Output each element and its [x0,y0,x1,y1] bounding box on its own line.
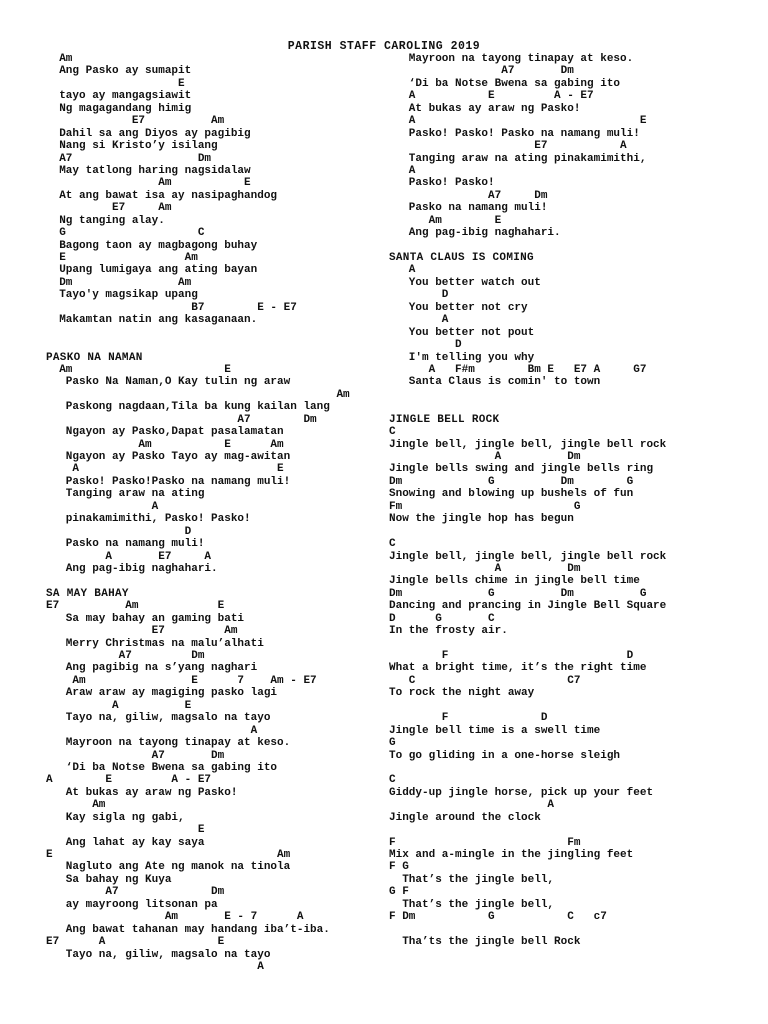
lyric-line: A [389,164,416,177]
lyric-line: F Dm G C c7 [389,911,607,924]
lyric-line: A [46,500,159,513]
lyric-line: A E A - E7 [46,774,212,787]
lyric-line: E Am [46,849,291,861]
lyric-line: Ang pag-ibig naghahari. [46,562,218,575]
lyric-line: A E [46,463,284,476]
lyric-line: pinakamimithi, Pasko! Pasko! [46,513,251,526]
lyric-line: Dm G Dm G [389,475,634,488]
right-column [389,53,719,949]
lyric-line [389,700,719,712]
lyric-line: Ang pagibig na s’yang naghari [46,662,258,675]
lyric-line: A7 Dm [46,749,225,762]
lyric-line: Tayo na, giliw, magsalo na tayo [46,948,271,961]
song-santa-claus-is-coming [389,252,719,389]
lyric-line: You better watch out [389,276,541,289]
lyric-line: A E7 A [46,550,212,563]
lyric-line: A [389,799,555,812]
lyric-line: Ngayon ay Pasko Tayo ay mag-awitan [46,451,291,463]
lyric-line: Pasko na namang muli! [389,202,548,215]
lyric-line: Ngayon ay Pasko,Dapat pasalamatan [46,426,284,439]
lyric-line: Ang lahat ay kay saya [46,836,205,849]
song-heading: SANTA CLAUS IS COMING [389,252,534,264]
lyric-line: tayo ay mangagsiawit [46,90,192,103]
lyric-line: Ang Pasko ay sumapit [46,65,192,78]
lyric-line: E7 Am [46,115,225,128]
lyric-line: A7 Dm [389,189,548,202]
lyric-line [389,638,719,650]
lyric-line: Sa bahay ng Kuya [46,873,172,886]
lyric-line: Jingle bell time is a swell time [389,724,601,737]
lyric-line [389,924,719,936]
lyric-line: Araw araw ay magiging pasko lagi [46,687,278,700]
lyric-line: Pasko na namang muli! [46,538,205,551]
song-heading: SA MAY BAHAY [46,587,129,600]
lyric-line: Snowing and blowing up bushels of fun [389,488,634,501]
lyric-line: F D [389,650,634,662]
lyric-line: Tha’ts the jingle bell Rock [389,936,581,949]
spacer [389,389,719,401]
spacer [46,575,376,587]
lyric-line: E [46,77,185,90]
lyric-line: Pasko! Pasko!Pasko na namang muli! [46,475,291,488]
lyric-line: Tayo na, giliw, magsalo na tayo [46,712,271,725]
lyric-line: Jingle bells swing and jingle bells ring [389,463,654,476]
song-ang-pasko-ay-sumapit [46,53,376,327]
lyric-line: E Am [46,252,198,264]
lyric-line: That’s the jingle bell, [389,873,555,886]
lyric-line: Fm G [389,500,581,513]
lyric-line [389,824,719,836]
lyric-line: You better not cry [389,301,528,314]
song-heading: JINGLE BELL ROCK [389,413,500,426]
document-title: PARISH STAFF CAROLING 2019 [287,40,481,53]
lyric-line: You better not pout [389,326,535,339]
lyric-line: May tatlong haring nagsidalaw [46,164,251,177]
lyric-line: F Fm [389,836,581,849]
lyric-line: A E [46,699,192,712]
lyric-line: ay mayroong litsonan pa [46,898,218,911]
lyric-line: Jingle bell, jingle bell, jingle bell rock [389,438,667,451]
lyric-line: E7 Am [46,625,238,638]
lyric-line: A7 Dm [46,886,225,899]
lyric-line: E7 A E [46,936,225,949]
lyric-line: Am [46,799,106,812]
lyric-line: Nang si Kristo’y isilang [46,140,218,153]
lyric-line: Santa Claus is comin' to town [389,376,601,389]
lyric-line: Dm Am [46,276,192,289]
lyric-line: Giddy-up jingle horse, pick up your feet [389,786,654,799]
lyric-line: A7 Dm [46,650,205,662]
lyric-line: G C [46,227,205,240]
lyric-line: Dm G Dm G [389,587,647,600]
lyric-line: Dahil sa ang Diyos ay pagibig [46,127,251,140]
lyric-line: Am E [46,177,251,190]
lyric-line: Ang pag-ibig naghahari. [389,227,561,240]
lyric-line: At bukas ay araw ng Pasko! [46,786,238,799]
spacer [389,240,719,252]
left-column [46,53,376,973]
spacer [46,339,376,351]
lyric-line: G F [389,886,409,899]
lyric-line: Makamtan natin ang kasaganaan. [46,314,258,327]
lyric-line: Sa may bahay an gaming bati [46,612,245,625]
lyric-line: A [46,960,264,973]
lyric-line: Am E [389,214,502,227]
lyric-line: Jingle bells chime in jingle bell time [389,575,640,588]
lyric-line: A Dm [389,451,581,463]
lyric-line: E7 Am [46,202,172,215]
lyric-line: Ng magagandang himig [46,102,192,115]
lyric-line: That’s the jingle bell, [389,898,555,911]
lyric-line: B7 E - E7 [46,301,297,314]
lyric-line: Tanging araw na ating [46,488,205,501]
lyric-line: C C7 [389,674,581,687]
song-pasko-na-naman [46,352,376,576]
lyric-line: Mayroon na tayong tinapay at keso. [46,737,291,750]
lyric-line: A Dm [389,562,581,575]
lyric-line: Tanging araw na ating pinakamimithi, [389,152,647,165]
lyric-line: D [389,339,462,352]
lyric-line: C [389,426,396,439]
song-sa-may-bahay-continued [389,53,719,240]
lyric-line: Paskong nagdaan,Tila ba kung kailan lang [46,401,330,414]
lyric-line: At bukas ay araw ng Pasko! [389,102,581,115]
song-heading: PASKO NA NAMAN [46,351,143,364]
lyric-line: A7 Dm [46,152,212,165]
lyric-line: Pasko! Pasko! [389,177,495,190]
lyric-line: A [389,264,416,277]
lyric-line: Am [46,388,350,401]
lyric-line [389,526,719,538]
lyric-line: Am E Am [46,438,284,451]
lyric-line: C [389,538,396,551]
lyric-line: What a bright time, it’s the right time [389,662,647,675]
lyric-line: Am E - 7 A [46,911,304,924]
lyric-line: Nagluto ang Ate ng manok na tinola [46,861,291,874]
lyric-line: Ang bawat tahanan may handang iba’t-iba. [46,923,330,936]
lyric-line: A E [389,115,647,128]
lyric-line: E [46,824,205,837]
lyric-line: D [46,525,192,538]
lyric-line: Now the jingle hop has begun [389,513,574,526]
lyric-line: Merry Christmas na malu’alhati [46,637,264,650]
song-sa-may-bahay [46,588,376,974]
lyric-line: Jingle around the clock [389,811,541,824]
lyric-line: F G [389,861,409,874]
lyric-line: Am E [46,363,231,376]
lyric-line [389,762,719,774]
lyric-line: Pasko! Pasko! Pasko na namang muli! [389,127,640,140]
lyric-line: ‘Di ba Notse Bwena sa gabing ito [389,77,621,90]
lyric-line: Am E 7 Am - E7 [46,674,317,687]
lyric-line: Kay sigla ng gabi, [46,811,185,824]
lyric-line: Mayroon na tayong tinapay at keso. [389,53,634,65]
lyric-line: Tayo'y magsikap upang [46,289,198,302]
lyric-line: F D [389,712,548,725]
lyric-line: Mix and a-mingle in the jingling feet [389,849,634,861]
lyric-line: C [389,774,396,787]
lyric-line: Ng tanging alay. [46,214,165,227]
lyric-line: In the frosty air. [389,625,508,638]
lyric-line: D G C [389,612,495,625]
lyric-line: To rock the night away [389,687,535,700]
song-jingle-bell-rock [389,414,719,949]
lyric-line: A [389,314,449,327]
lyric-line: A7 Dm [46,413,317,426]
lyric-line: Jingle bell, jingle bell, jingle bell rock [389,550,667,563]
spacer [389,401,719,413]
lyric-line: D [389,289,449,302]
lyric-line: ‘Di ba Notse Bwena sa gabing ito [46,761,278,774]
lyric-line: Dancing and prancing in Jingle Bell Square [389,600,667,613]
lyric-line: I'm telling you why [389,351,535,364]
lyric-line: G [389,737,396,750]
lyric-line: A F#m Bm E E7 A G7 [389,363,647,376]
lyric-line: A E A - E7 [389,90,594,103]
lyric-line: Upang lumigaya ang ating bayan [46,264,258,277]
lyric-line: At ang bawat isa ay nasipaghandog [46,189,278,202]
lyric-line: Bagong taon ay magbagong buhay [46,239,258,252]
lyric-line: A7 Dm [389,65,574,78]
lyric-line: A [46,724,258,737]
lyric-line: Pasko Na Naman,O Kay tulin ng araw [46,376,291,389]
spacer [46,327,376,339]
lyric-line: E7 Am E [46,600,225,613]
lyric-line: Am [46,53,73,65]
lyric-line: E7 A [389,140,627,153]
lyric-line: To go gliding in a one-horse sleigh [389,749,621,762]
